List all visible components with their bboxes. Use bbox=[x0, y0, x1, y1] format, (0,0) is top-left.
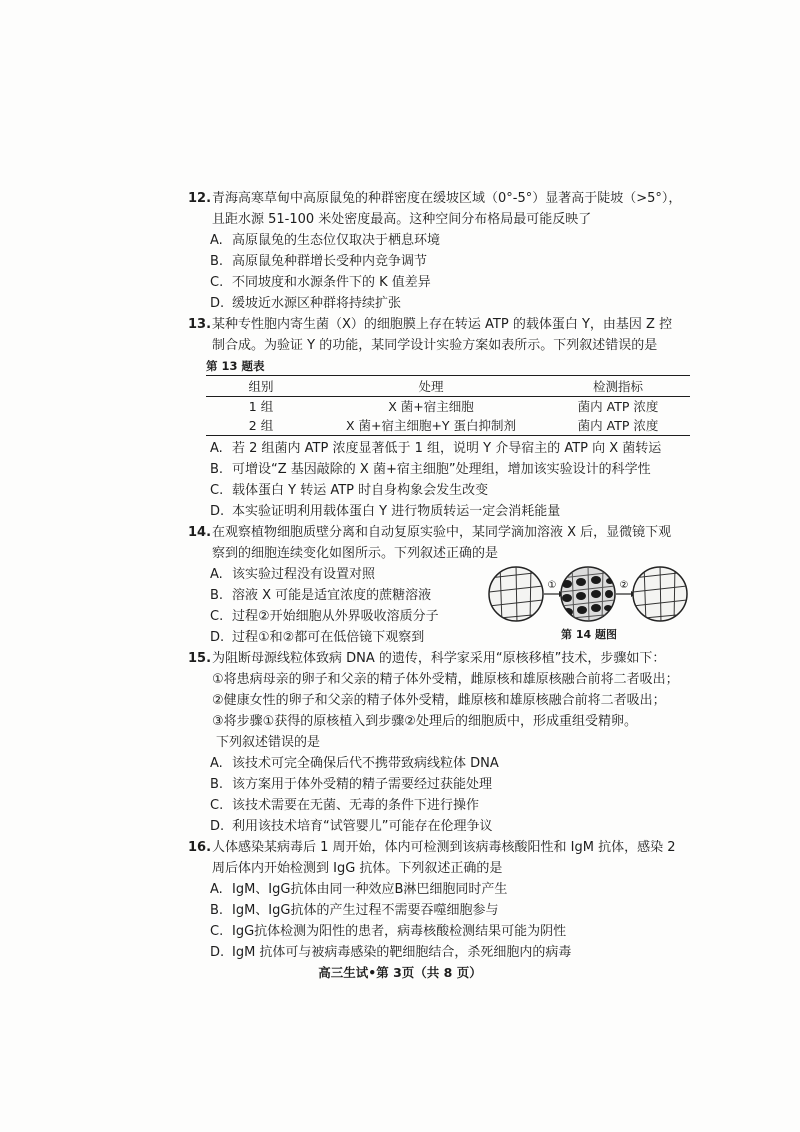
question-stem bbox=[190, 837, 715, 879]
option-text: 缓坡近水源区种群将持续扩张 bbox=[232, 296, 402, 311]
question-number: 15. bbox=[188, 651, 212, 666]
table-header: 组别 bbox=[206, 376, 316, 397]
step-label: ① bbox=[547, 580, 557, 591]
question-12 bbox=[190, 188, 715, 314]
table-cell: 2 组 bbox=[206, 416, 316, 436]
question-stem bbox=[190, 648, 715, 669]
question-13 bbox=[190, 314, 715, 522]
option-text: 本实验证明利用载体蛋白 Y 进行物质转运一定会消耗能量 bbox=[232, 504, 561, 519]
option-key: A. bbox=[210, 756, 223, 771]
option-b bbox=[190, 459, 715, 480]
option-key: B. bbox=[210, 254, 224, 269]
option-c bbox=[190, 795, 715, 816]
option-key: D. bbox=[210, 504, 225, 519]
table-cell: 1 组 bbox=[248, 399, 274, 414]
option-b bbox=[190, 251, 715, 272]
option-text: IgM、IgG抗体的产生过程不需要吞噬细胞参与 bbox=[232, 903, 499, 918]
option-text: 高原鼠兔种群增长受种内竞争调节 bbox=[232, 254, 428, 269]
option-text: 该技术可完全确保后代不携带致病线粒体 DNA bbox=[232, 756, 499, 771]
stem-line: 青海高寒草甸中高原鼠兔的种群密度在缓坡区域（0°-5°）显著高于陡坡（>5°）， bbox=[212, 191, 682, 206]
option-text: IgM、IgG抗体由同一种效应B淋巴细胞同时产生 bbox=[232, 882, 508, 897]
option-b bbox=[190, 900, 715, 921]
stem-line: 在观察植物细胞质壁分离和自动复原实验中，某同学滴加溶液 X 后，显微镜下观 bbox=[212, 525, 672, 540]
stem-line: 察到的细胞连续变化如图所示。下列叙述正确的是 bbox=[212, 546, 499, 561]
question-number: 14. bbox=[188, 525, 212, 540]
option-d bbox=[190, 942, 715, 963]
option-text: 载体蛋白 Y 转运 ATP 时自身构象会发生改变 bbox=[232, 483, 489, 498]
option-key: C. bbox=[210, 275, 224, 290]
page-footer: 高三生试•第 3页（共 8 页） bbox=[318, 965, 482, 980]
option-text: 溶液 X 可能是适宜浓度的蔗糖溶液 bbox=[232, 588, 432, 603]
option-key: A. bbox=[210, 882, 223, 897]
option-text: 高原鼠兔的生态位仅取决于栖息环境 bbox=[232, 233, 441, 248]
option-c bbox=[190, 606, 480, 627]
table-cell: 菌内 ATP 浓度 bbox=[546, 416, 690, 436]
option-key: C. bbox=[210, 798, 224, 813]
option-key: A. bbox=[210, 233, 223, 248]
option-text: 可增设“Z 基因敲除的 X 菌+宿主细胞”处理组，增加该实验设计的科学性 bbox=[232, 462, 651, 477]
stem-line: 周后体内开始检测到 IgG 抗体。下列叙述正确的是 bbox=[212, 861, 503, 876]
option-a bbox=[190, 564, 480, 585]
option-text: 过程②开始细胞从外界吸收溶质分子 bbox=[232, 609, 439, 624]
option-key: D. bbox=[210, 945, 225, 960]
cells-normal bbox=[489, 564, 543, 624]
option-d bbox=[190, 816, 715, 837]
option-text: IgM 抗体可与被病毒感染的靶细胞结合，杀死细胞内的病毒 bbox=[232, 945, 572, 960]
option-key: C. bbox=[210, 483, 224, 498]
option-key: B. bbox=[210, 588, 224, 603]
question-14 bbox=[190, 522, 715, 648]
question-number: 12. bbox=[188, 191, 212, 206]
question-stem bbox=[190, 522, 715, 564]
experiment-table-block bbox=[190, 358, 690, 436]
cell-diagram bbox=[486, 564, 691, 624]
experiment-table bbox=[206, 375, 690, 436]
stem-line: 为阻断母源线粒体致病 DNA 的遗传，科学家采用“原核移植”技术，步骤如下： bbox=[212, 651, 666, 666]
table-cell: X 菌+宿主细胞+Y 蛋白抑制剂 bbox=[316, 416, 546, 436]
table-cell: 菌内 ATP 浓度 bbox=[577, 399, 659, 414]
table-cell: X 菌+宿主细胞 bbox=[388, 399, 474, 414]
table-header: 检测指标 bbox=[546, 376, 690, 397]
option-key: B. bbox=[210, 903, 224, 918]
option-a bbox=[190, 438, 715, 459]
option-text: 该方案用于体外受精的精子需要经过获能处理 bbox=[232, 777, 493, 792]
option-text: 该技术需要在无菌、无毒的条件下进行操作 bbox=[232, 798, 480, 813]
option-key: D. bbox=[210, 296, 225, 311]
option-text: 过程①和②都可在低倍镜下观察到 bbox=[232, 630, 425, 645]
table-header-row bbox=[206, 376, 690, 397]
step-label: ② bbox=[619, 580, 629, 591]
question-stem bbox=[190, 314, 715, 356]
option-text: 不同坡度和水源条件下的 K 值差异 bbox=[232, 275, 431, 290]
question-15 bbox=[190, 648, 715, 837]
stem-line: 且距水源 51-100 米处密度最高。这种空间分布格局最可能反映了 bbox=[212, 212, 592, 227]
option-d bbox=[190, 293, 715, 314]
cell-change-figure bbox=[486, 564, 691, 644]
figure-caption: 第 14 题图 bbox=[561, 628, 617, 641]
option-key: D. bbox=[210, 819, 225, 834]
option-d bbox=[190, 501, 715, 522]
option-c bbox=[190, 480, 715, 501]
options bbox=[190, 564, 480, 648]
cells-recovered bbox=[633, 564, 687, 624]
option-key: C. bbox=[210, 609, 224, 624]
option-key: D. bbox=[210, 630, 225, 645]
question-stem bbox=[190, 188, 715, 230]
question-prompt: 下列叙述错误的是 bbox=[216, 735, 321, 750]
stem-line: 制合成。为验证 Y 的功能，某同学设计实验方案如表所示。下列叙述错误的是 bbox=[212, 338, 658, 353]
question-16 bbox=[190, 837, 715, 963]
option-b bbox=[190, 585, 480, 606]
option-text: IgG抗体检测为阳性的患者，病毒核酸检测结果可能为阴性 bbox=[232, 924, 567, 939]
option-text: 若 2 组菌内 ATP 浓度显著低于 1 组，说明 Y 介导宿主的 ATP 向 X 菌转运 bbox=[232, 441, 662, 456]
procedure-step: ①将患病母亲的卵子和父亲的精子体外受精，雌原核和雄原核融合前将二者吸出； bbox=[212, 672, 679, 687]
stem-line: 某种专性胞内寄生菌（X）的细胞膜上存在转运 ATP 的载体蛋白 Y，由基因 Z 控 bbox=[212, 317, 673, 332]
option-key: C. bbox=[210, 924, 224, 939]
option-d bbox=[190, 627, 480, 648]
option-key: B. bbox=[210, 777, 224, 792]
option-key: A. bbox=[210, 441, 223, 456]
option-key: B. bbox=[210, 462, 224, 477]
question-number: 13. bbox=[188, 317, 212, 332]
procedure-step: ③将步骤①获得的原核植入到步骤②处理后的细胞质中，形成重组受精卵。 bbox=[212, 714, 637, 729]
stem-line: 人体感染某病毒后 1 周开始，体内可检测到该病毒核酸阳性和 IgM 抗体，感染 2 bbox=[212, 840, 676, 855]
table-row bbox=[206, 397, 690, 417]
option-text: 该实验过程没有设置对照 bbox=[232, 567, 376, 582]
option-b bbox=[190, 774, 715, 795]
option-c bbox=[190, 921, 715, 942]
option-a bbox=[190, 230, 715, 251]
option-text: 利用该技术培育“试管婴儿”可能存在伦理争议 bbox=[232, 819, 493, 834]
procedure-step: ②健康女性的卵子和父亲的精子体外受精，雌原核和雄原核融合前将二者吸出； bbox=[212, 693, 666, 708]
option-c bbox=[190, 272, 715, 293]
table-title: 第 13 题表 bbox=[206, 359, 265, 373]
option-a bbox=[190, 753, 715, 774]
option-key: A. bbox=[210, 567, 223, 582]
question-number: 16. bbox=[188, 840, 212, 855]
table-row bbox=[206, 416, 690, 436]
table-header: 处理 bbox=[316, 376, 546, 397]
procedure-steps bbox=[190, 669, 715, 732]
cells-plasmolysed bbox=[561, 564, 615, 624]
question-list bbox=[190, 188, 715, 963]
option-a bbox=[190, 879, 715, 900]
